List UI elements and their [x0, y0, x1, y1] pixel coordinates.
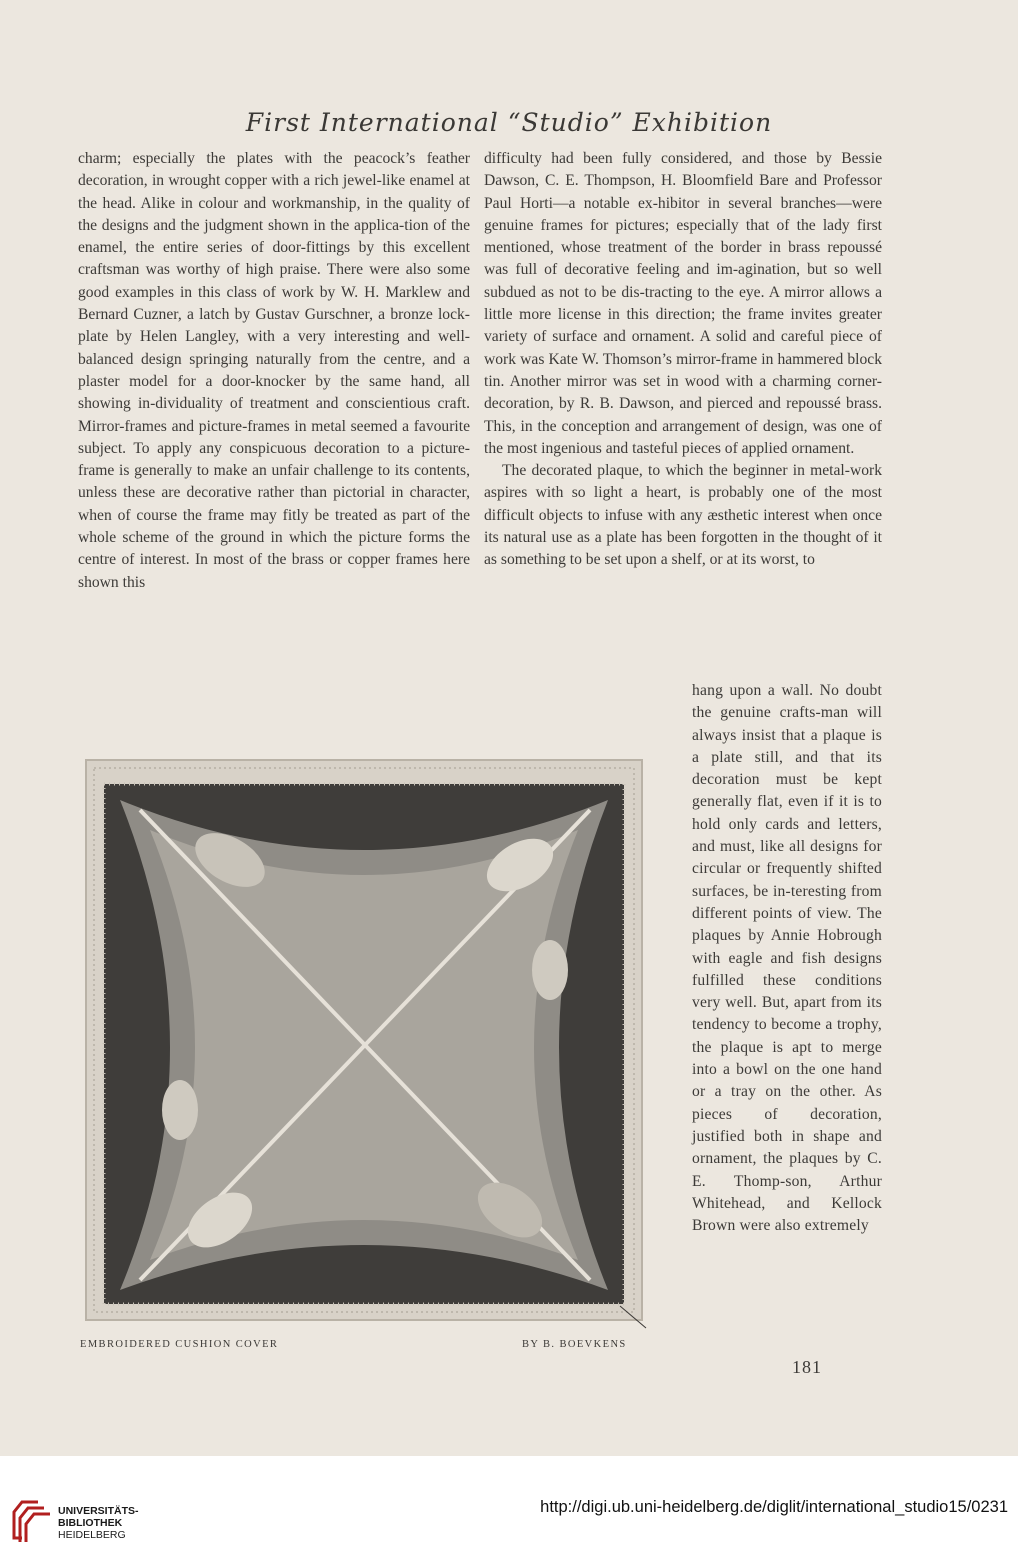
right-column-paragraph-2: The decorated plaque, to which the beginner in metal-work aspires with so light a heart, is probably one of the most difficult objects to infuse with any æsthetic interest when once its natural use as a plate has been forgotten in the thought of it as something to be set upon a shelf, or at its worst, to [484, 462, 882, 569]
right-column [484, 148, 882, 572]
running-header: First International “Studio” Exhibition [245, 108, 773, 137]
logo-line-3: HEIDELBERG [58, 1529, 126, 1541]
source-url-link[interactable]: http://digi.ub.uni-heidelberg.de/diglit/international_studio15/0231 [540, 1498, 1008, 1516]
library-logo-icon [8, 1498, 54, 1544]
logo-line-1: UNIVERSITÄTS- [58, 1505, 139, 1517]
library-logo-text [58, 1505, 139, 1541]
logo-line-2: BIBLIOTHEK [58, 1517, 123, 1529]
illustration-caption: EMBROIDERED CUSHION COVER [80, 1339, 279, 1350]
narrow-column-text: hang upon a wall. No doubt the genuine crafts-man will always insist that a plaque is a plate still, and that its decoration must be kept generally flat, even if it is to hold only cards and letters, and must, like all designs for circular or frequently shifted surfaces, be in-teresting from different points of view. The plaques by Annie Hobrough with eagle and fish designs fulfilled these conditions very well. But, apart from its tendency to become a trophy, the plaque is apt to merge into a bowl on the one hand or a tray on the other. As pieces of decoration, justified both in shape and ornament, the plaques by C. E. Thomp-son, Arthur Whitehead, and Kellock Brown were also extremely [692, 682, 882, 1235]
left-column-text: charm; especially the plates with the peacock’s feather decoration, in wrought copper with a rich jewel-like enamel at the head. Alike in colour and workmanship, in the quality of the designs and the judgment shown in the applica-tion of the enamel, the entire series of door-fittings by this excellent craftsman was worthy of high praise. There were also some good examples in this class of work by W. H. Marklew and Bernard Cuzner, a latch by Gustav Gurschner, a bronze lock-plate by Helen Langley, with a very interesting and well-balanced design springing naturally from the centre, and a plaster model for a door-knocker by the same hand, all showing in-dividuality of treatment and conscientious craft. Mirror-frames and picture-frames in metal seemed a favourite subject. To apply any conspicuous decoration to a picture-frame is generally to make an unfair challenge to its contents, unless these are decorative rather than pictorial in character, when of course the frame may fitly be treated as part of the whole scheme of the ground in which the picture forms the centre of interest. In most of the brass or copper frames here shown this [78, 150, 470, 591]
page-number: 181 [792, 1357, 822, 1377]
narrow-column [692, 680, 882, 1237]
illustration-credit: BY B. BOEVKENS [522, 1339, 627, 1350]
left-column [78, 148, 470, 594]
right-column-paragraph-1: difficulty had been fully considered, and those by Bessie Dawson, C. E. Thompson, H. Bloomfield Bare and Professor Paul Horti—a notable ex-hibitor in several branches—were genuine frames for pictures; especially that of the lady first mentioned, whose treatment of the border in brass repoussé was full of decorative feeling and im-agination, but so well subdued as not to be dis-tracting to the eye. A mirror allows a little more license in this direction; the frame invites greater variety of surface and ornament. A solid and careful piece of work was Kate W. Thomson’s mirror-frame in hammered block tin. Another mirror was set in wood with a charming corner-decoration, by R. B. Dawson, and pierced and repoussé brass. This, in the conception and arrangement of design, was one of the most ingenious and tasteful pieces of applied ornament. [484, 150, 882, 457]
cushion-cover-illustration [80, 750, 652, 1330]
